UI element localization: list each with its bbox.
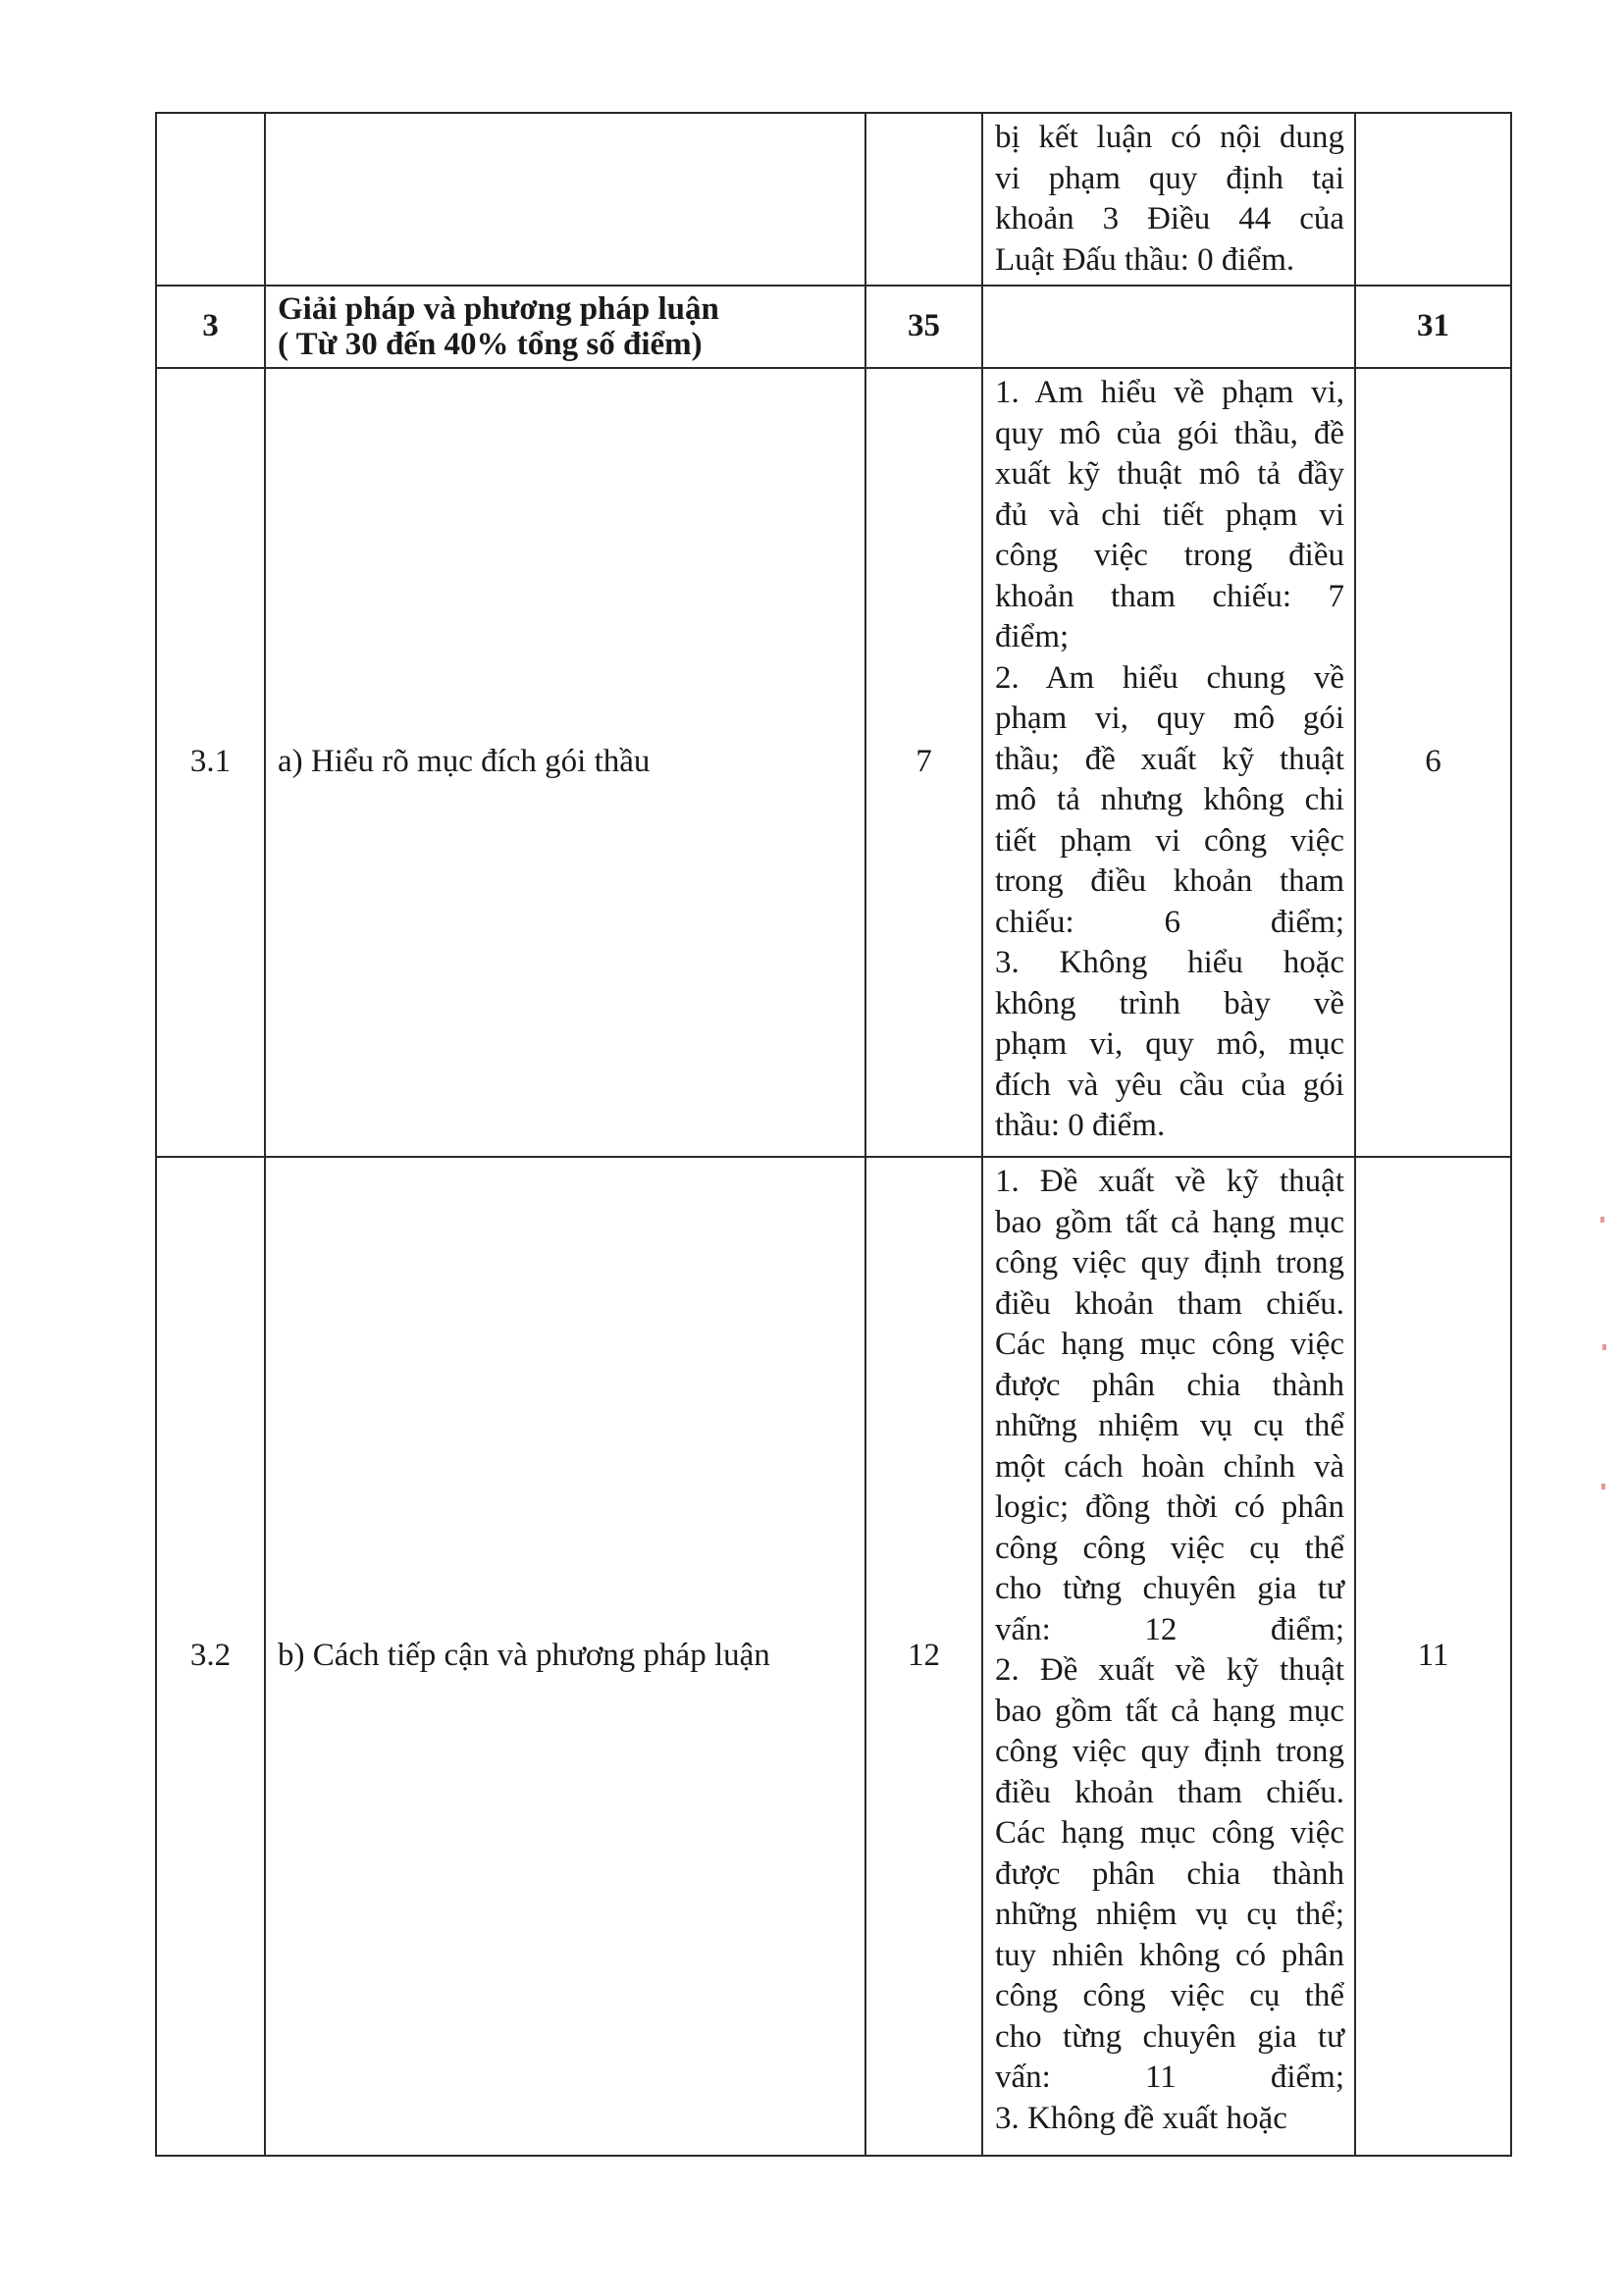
description-line: tuy nhiên không có phân [995,1937,1344,1973]
section-weight-note: ( Từ 30 đến 40% tổng số điểm) [278,327,703,362]
scan-speck [1600,1217,1604,1223]
description-line: được phân chia thành [995,1855,1344,1892]
description-line: 3. Không hiểu hoặc [995,945,1344,980]
score-cell: 11 [1355,1157,1511,2156]
table-row [156,113,1511,286]
description-line: mô tả nhưng không chi [995,782,1344,817]
description-line: công việc trong điều [995,538,1344,573]
description-line: bao gồm tất cả hạng mục [995,1204,1344,1240]
section-title: Giải pháp và phương pháp luận [278,291,719,327]
section-row [156,286,1511,368]
description-line: điểm; [995,619,1070,654]
row-number-cell: 3.1 [156,368,265,1157]
description-line: một cách hoàn chỉnh và [995,1448,1344,1485]
max-score-cell: 12 [865,1157,982,2156]
description-line: 1. Đề xuất về kỹ thuật [995,1164,1344,1199]
description-line: bao gồm tất cả hạng mục [995,1693,1344,1729]
description-line: 2. Am hiểu chung về [995,659,1344,696]
description-line: công việc quy định trong [995,1245,1344,1280]
description-cell [982,1157,1355,2156]
evaluation-table [155,112,1512,2157]
description-line: công việc quy định trong [995,1734,1344,1769]
description-line: 2. Đề xuất về kỹ thuật [995,1652,1344,1688]
description-cell [982,113,1355,286]
description-line: phạm vi, quy mô, mục [995,1026,1344,1062]
section-number-cell: 3 [156,286,265,368]
description-line: những nhiệm vụ cụ thể [995,1408,1344,1443]
description-line: được phân chia thành [995,1367,1344,1403]
description-line: phạm vi, quy mô gói [995,701,1344,736]
criterion-cell: a) Hiểu rõ mục đích gói thầu [265,368,865,1157]
description-line: xuất kỹ thuật mô tả đầy [995,456,1344,492]
row-number-cell: 3.2 [156,1157,265,2156]
description-line: không trình bày về [995,985,1344,1021]
description-line: công công việc cụ thể [995,1530,1344,1566]
description-line: cho từng chuyên gia tư [995,2018,1344,2055]
description-line: những nhiệm vụ cụ thể; [995,1897,1344,1932]
description-line: bị kết luận có nội dung [995,120,1344,155]
description-line: Luật Đấu thầu: 0 điểm. [995,241,1295,278]
description-line: vấn: 12 điểm; [995,1611,1344,1647]
description-line: Các hạng mục công việc [995,1815,1344,1851]
description-line: điều khoản tham chiếu. [995,1774,1344,1810]
description-line: cho từng chuyên gia tư [995,1571,1344,1606]
description-line: khoản 3 Điều 44 của [995,201,1344,236]
table-row [156,1157,1511,2156]
criterion-cell [265,113,865,286]
description-line: chiếu: 6 điểm; [995,904,1344,940]
description-line: khoản tham chiếu: 7 [995,578,1344,614]
row-number-cell [156,113,265,286]
description-line: Các hạng mục công việc [995,1327,1344,1362]
description-line: thầu: 0 điểm. [995,1108,1166,1143]
description-line: thầu; đề xuất kỹ thuật [995,741,1344,777]
description-line: trong điều khoản tham [995,863,1344,899]
criterion-cell: b) Cách tiếp cận và phương pháp luận [265,1157,865,2156]
description-line: điều khoản tham chiếu. [995,1285,1344,1322]
description-line: công công việc cụ thể [995,1978,1344,2013]
description-line: tiết phạm vi công việc [995,822,1344,859]
section-title-cell [265,286,865,368]
description-line: vi phạm quy định tại [995,160,1344,196]
max-score-cell: 7 [865,368,982,1157]
section-score-cell: 31 [1355,286,1511,368]
description-line: quy mô của gói thầu, đề [995,415,1344,451]
table-row [156,368,1511,1157]
description-line: 3. Không đề xuất hoặc [995,2100,1287,2136]
description-line: đích và yêu cầu của gói [995,1067,1344,1103]
score-cell [1355,113,1511,286]
section-description-cell [982,286,1355,368]
scan-speck [1602,1344,1606,1350]
score-cell: 6 [1355,368,1511,1157]
description-line: 1. Am hiểu về phạm vi, [995,375,1344,410]
max-score-cell [865,113,982,286]
description-line: vấn: 11 điểm; [995,2060,1344,2095]
description-line: đủ và chi tiết phạm vi [995,496,1344,533]
description-line: logic; đồng thời có phân [995,1489,1344,1525]
scan-speck [1601,1484,1605,1489]
section-max-score-cell: 35 [865,286,982,368]
description-cell [982,368,1355,1157]
